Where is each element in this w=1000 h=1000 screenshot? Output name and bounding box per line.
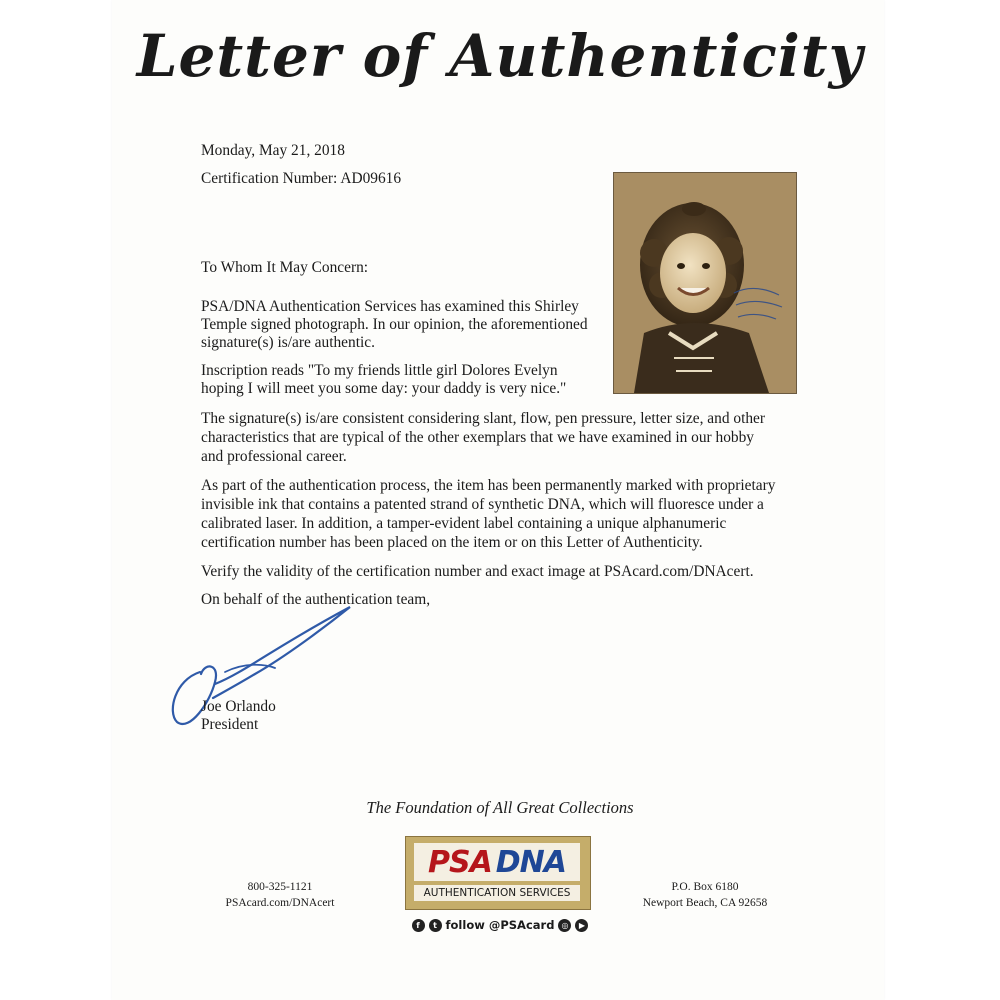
signer-role: President (201, 716, 259, 733)
paragraph-line: invisible ink that contains a patented strand of synthetic DNA, which will fluoresce under a (201, 496, 764, 513)
paragraph-line: As part of the authentication process, the item has been permanently marked with proprietary (201, 477, 776, 494)
paragraph-verify: Verify the validity of the certification number and exact image at PSAcard.com/DNAcert. (201, 563, 754, 580)
paragraph-line: The signature(s) is/are consistent considering slant, flow, pen pressure, letter size, and other (201, 410, 766, 427)
footer-po-box: P.O. Box 6180 (671, 881, 739, 893)
logo-dna-text: DNA (495, 844, 567, 880)
paragraph-line: and professional career. (201, 448, 347, 465)
social-handle[interactable]: follow @PSAcard (445, 918, 555, 932)
paragraph-line: Inscription reads "To my friends little girl Dolores Evelyn (201, 362, 558, 379)
paragraph-line: hoping I will meet you some day: your daddy is very nice." (201, 380, 567, 397)
paragraph-closing: On behalf of the authentication team, (201, 591, 431, 608)
footer-phone: 800-325-1121 (247, 881, 313, 893)
certification-number: Certification Number: AD09616 (201, 170, 402, 187)
footer-website[interactable]: PSAcard.com/DNAcert (225, 897, 335, 909)
document-title: Letter of Authenticity (136, 22, 864, 90)
signer-name: Joe Orlando (201, 698, 276, 715)
salutation: To Whom It May Concern: (201, 259, 369, 276)
twitter-icon[interactable]: t (429, 919, 442, 932)
instagram-icon[interactable]: ◎ (558, 919, 571, 932)
psa-dna-logo (405, 836, 591, 910)
logo-wordmark (414, 843, 580, 881)
paragraph-line: calibrated laser. In addition, a tamper-evident label containing a unique alphanumeric (201, 515, 727, 532)
paragraph-line: characteristics that are typical of the other exemplars that we have examined in our hobby (201, 429, 754, 446)
paragraph-line: signature(s) is/are authentic. (201, 334, 375, 351)
footer-city: Newport Beach, CA 92658 (642, 897, 768, 909)
photograph-illustration (614, 173, 796, 393)
paragraph-line: Temple signed photograph. In our opinion, the aforementioned (201, 316, 588, 333)
logo-psa-text: PSA (427, 844, 492, 880)
letter-date: Monday, May 21, 2018 (201, 142, 345, 159)
social-links (0, 918, 1000, 932)
paragraph-line: PSA/DNA Authentication Services has examined this Shirley (201, 298, 579, 315)
youtube-icon[interactable]: ▶ (575, 919, 588, 932)
signed-photograph (613, 172, 797, 394)
paragraph-line: certification number has been placed on the item or on this Letter of Authenticity. (201, 534, 703, 551)
logo-subtitle: AUTHENTICATION SERVICES (414, 885, 580, 901)
facebook-icon[interactable]: f (412, 919, 425, 932)
footer-tagline: The Foundation of All Great Collections (366, 798, 634, 817)
